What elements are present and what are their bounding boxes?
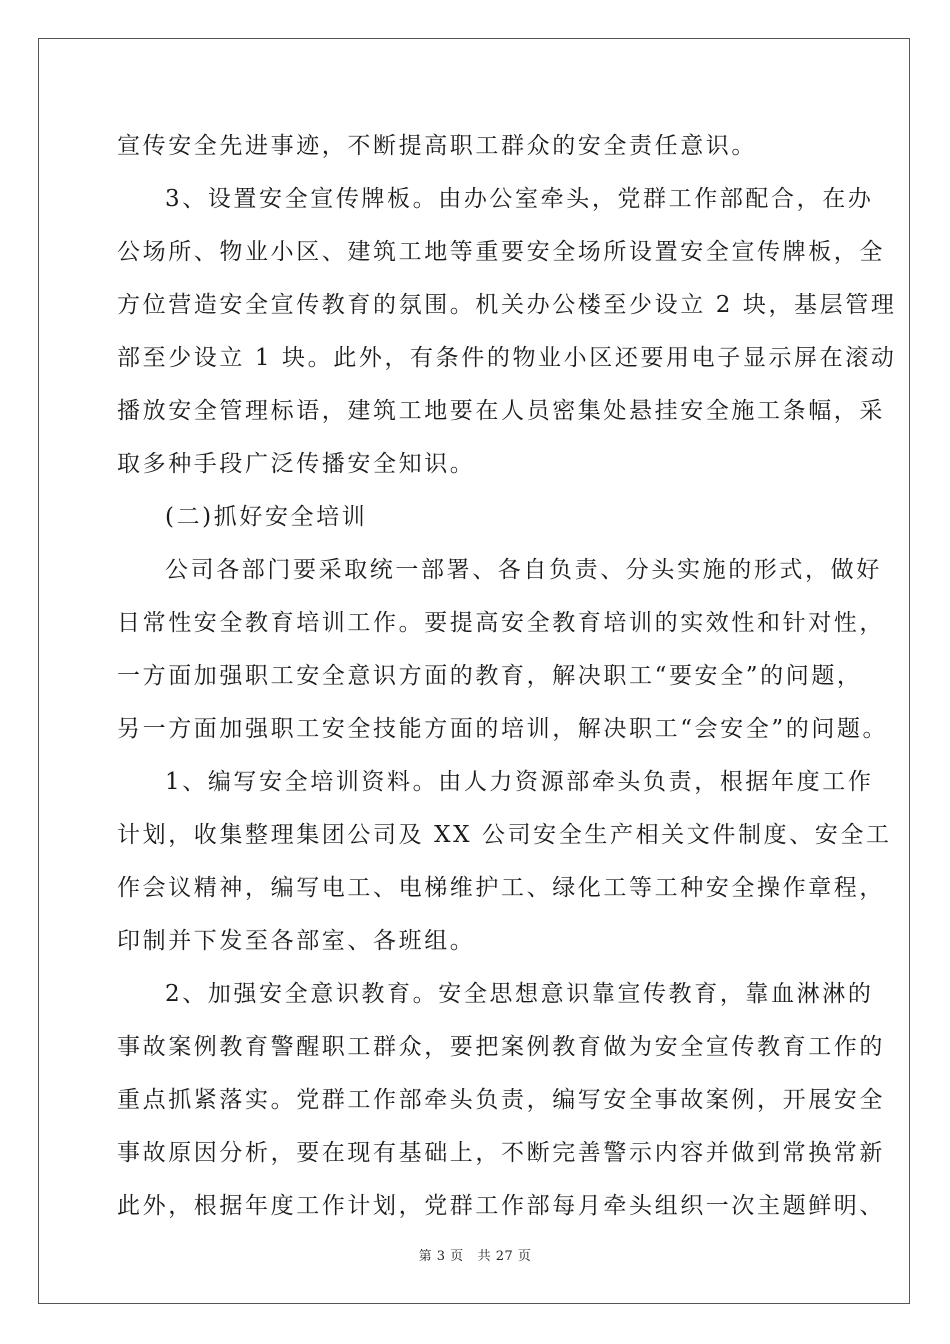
text-line: 另一方面加强职工安全技能方面的培训，解决职工“会安全”的问题。 <box>117 716 889 742</box>
text-line: 1、编写安全培训资料。由人力资源部牵头负责，根据年度工作 <box>165 769 874 795</box>
text-line: 方位营造安全宣传教育的氛围。机关办公楼至少设立 2 块，基层管理 <box>117 292 897 318</box>
text-line: 宣传安全先进事迹，不断提高职工群众的安全责任意识。 <box>117 133 757 159</box>
page-number: 第 3 页 <box>418 1249 464 1264</box>
text-line: 部至少设立 1 块。此外，有条件的物业小区还要用电子显示屏在滚动 <box>117 345 897 371</box>
text-line: 重点抓紧落实。党群工作部牵头负责，编写安全事故案例，开展安全 <box>117 1087 885 1113</box>
text-line: 事故原因分析，要在现有基础上，不断完善警示内容并做到常换常新 <box>117 1140 885 1166</box>
section-heading: (二)抓好安全培训 <box>165 504 368 530</box>
text-line: 作会议精神，编写电工、电梯维护工、绿化工等工种安全操作章程， <box>117 875 885 901</box>
text-line: 一方面加强职工安全意识方面的教育，解决职工“要安全”的问题， <box>117 663 863 689</box>
text-line: 公场所、物业小区、建筑工地等重要安全场所设置安全宣传牌板，全 <box>117 239 885 265</box>
text-line: 事故案例教育警醒职工群众，要把案例教育做为安全宣传教育工作的 <box>117 1034 885 1060</box>
text-line: 2、加强安全意识教育。安全思想意识靠宣传教育，靠血淋淋的 <box>165 981 874 1007</box>
text-line: 日常性安全教育培训工作。要提高安全教育培训的实效性和针对性， <box>117 610 885 636</box>
text-line: 此外，根据年度工作计划，党群工作部每月牵头组织一次主题鲜明、 <box>117 1193 885 1219</box>
page-footer <box>0 1245 950 1264</box>
text-line: 3、设置安全宣传牌板。由办公室牵头，党群工作部配合，在办 <box>165 186 874 212</box>
text-line: 播放安全管理标语，建筑工地要在人员密集处悬挂安全施工条幅，采 <box>117 398 885 424</box>
text-line: 取多种手段广泛传播安全知识。 <box>117 451 476 477</box>
page-total: 共 27 页 <box>477 1249 532 1264</box>
text-line: 计划，收集整理集团公司及 XX 公司安全生产相关文件制度、安全工 <box>117 822 892 848</box>
text-line: 印制并下发至各部室、各班组。 <box>117 928 476 954</box>
text-line: 公司各部门要采取统一部署、各自负责、分头实施的形式，做好 <box>165 557 882 583</box>
